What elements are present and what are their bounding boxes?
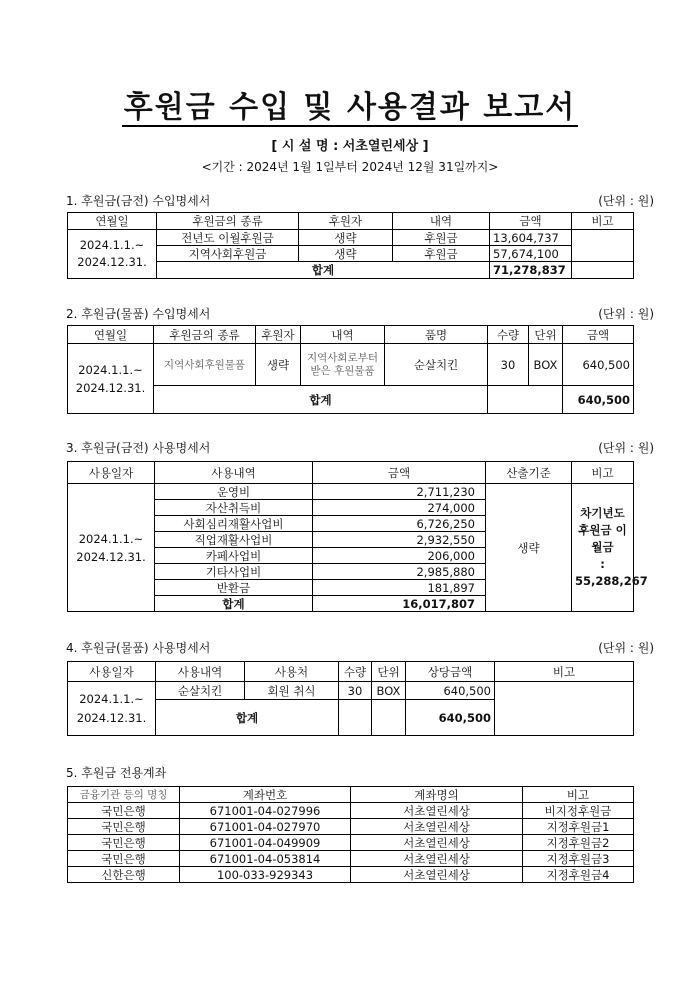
note-cell: 비지정후원금 [523,803,634,819]
report-period: <기간 : 2024년 1월 1일부터 2024년 12월 31일까지> [201,160,499,174]
table-cell: 2,932,550 [313,532,486,548]
table-header: 금액 [490,213,572,230]
table-cell: 2,711,230 [313,484,486,500]
note-line: 후원금 이월금 [578,523,627,554]
table-header: 금액 [563,326,634,344]
note-cell [572,262,634,279]
empty-cell [488,386,563,414]
table-cell: 30 [488,344,529,386]
table-header: 수량 [339,662,372,682]
table-cell: 반환금 [155,580,313,596]
account-cell: 100-033-929343 [180,867,351,883]
table-cell: 자산취득비 [155,500,313,516]
table-header: 사용내역 [156,662,245,682]
holder-cell: 서초열린세상 [351,835,523,851]
table-header: 품명 [385,326,488,344]
table-header: 비고 [495,662,634,682]
empty-cell [372,700,406,736]
detail-line: 받은 후원물품 [310,364,375,377]
holder-cell: 서초열린세상 [351,819,523,835]
date-cell [68,344,154,414]
note-line: : 55,288,267 [575,557,648,588]
table-header: 연월일 [68,326,154,344]
date-cell [68,484,155,612]
table-header: 단위 [372,662,406,682]
holder-cell: 서초열린세상 [351,851,523,867]
facility-name: [ 시 설 명 : 서초열린세상 ] [271,139,429,154]
table-cell: 기타사업비 [155,564,313,580]
table-cell: 6,726,250 [313,516,486,532]
table-cell: 후원금 [393,246,490,262]
table-cell: 2,985,880 [313,564,486,580]
empty-cell [339,700,372,736]
table-row [68,851,634,867]
table-cell: BOX [372,682,406,700]
date-end: 2024.12.31. [75,380,146,395]
table-header: 금액 [313,462,486,484]
table-row [68,819,634,835]
note-cell [495,682,634,736]
note-cell: 지정후원금4 [523,867,634,883]
bank-cell: 국민은행 [68,803,180,819]
table-cell: 전년도 이월후원금 [157,230,299,246]
section2-heading: 2. 후원금(물품) 수입명세서 [66,307,211,321]
table-header: 사용처 [245,662,339,682]
table-cell [301,344,385,386]
bank-cell: 신한은행 [68,867,180,883]
table-header: 내역 [301,326,385,344]
table-header: 비고 [572,462,634,484]
table-row [68,867,634,883]
goods-usage-table [67,661,634,736]
holder-cell: 서초열린세상 [351,867,523,883]
total-amount: 640,500 [406,700,495,736]
table-cell: 생략 [256,344,301,386]
total-label: 합계 [154,386,488,414]
date-start: 2024.1.1.~ [78,362,143,377]
section4-unit: (단위 : 원) [598,641,654,655]
table-cell: 57,674,100 [490,246,572,262]
table-cell: 카페사업비 [155,548,313,564]
table-cell: BOX [529,344,563,386]
table-row [68,835,634,851]
note-cell: 지정후원금3 [523,851,634,867]
total-label: 합계 [156,700,339,736]
total-amount: 71,278,837 [490,262,572,279]
section3-unit: (단위 : 원) [598,441,654,455]
table-cell: 후원금 [393,230,490,246]
table-header: 후원금의 종류 [157,213,299,230]
detail-line: 지역사회로부터 [306,351,378,364]
account-cell: 671001-04-027970 [180,819,351,835]
cash-income-table [67,212,634,279]
table-cell: 206,000 [313,548,486,564]
table-cell: 운영비 [155,484,313,500]
date-end: 2024.12.31. [76,710,147,725]
table-cell: 사회심리재활사업비 [155,516,313,532]
table-header: 산출기준 [486,462,572,484]
account-cell: 671001-04-027996 [180,803,351,819]
table-header: 사용일자 [68,662,156,682]
goods-income-table [67,325,634,414]
table-header: 후원금의 종류 [154,326,256,344]
date-cell [68,230,157,279]
bank-cell: 국민은행 [68,835,180,851]
date-cell [68,682,156,736]
table-cell: 생략 [299,246,393,262]
total-label: 합계 [157,262,490,279]
table-header: 비고 [523,787,634,803]
table-header: 사용내역 [155,462,313,484]
table-cell: 13,604,737 [490,230,572,246]
total-label: 합계 [155,596,313,612]
note-line: 차기년도 [580,506,625,520]
section1-heading: 1. 후원금(금전) 수입명세서 [66,194,211,208]
table-cell: 회원 취식 [245,682,339,700]
table-cell: 순살치킨 [385,344,488,386]
table-cell: 생략 [299,230,393,246]
account-cell: 671001-04-049909 [180,835,351,851]
section1-unit: (단위 : 원) [598,194,654,208]
date-start: 2024.1.1.~ [79,691,144,706]
table-cell: 640,500 [563,344,634,386]
note-cell: 지정후원금2 [523,835,634,851]
bank-cell: 국민은행 [68,851,180,867]
table-header: 수량 [488,326,529,344]
table-cell: 181,897 [313,580,486,596]
table-header: 상당금액 [406,662,495,682]
section4-heading: 4. 후원금(물품) 사용명세서 [66,641,211,655]
date-end: 2024.12.31. [76,549,146,564]
total-amount: 640,500 [563,386,634,414]
table-cell: 30 [339,682,372,700]
holder-cell: 서초열린세상 [351,803,523,819]
section3-heading: 3. 후원금(금전) 사용명세서 [66,441,211,455]
accounts-table [67,786,634,883]
table-cell: 640,500 [406,682,495,700]
cash-usage-table [67,461,648,612]
table-header: 연월일 [68,213,157,230]
bank-cell: 국민은행 [68,819,180,835]
page-title: 후원금 수입 및 사용결과 보고서 [123,90,577,125]
table-row [68,803,634,819]
account-cell: 671001-04-053814 [180,851,351,867]
section5-heading: 5. 후원금 전용계좌 [66,766,167,780]
table-header: 사용일자 [68,462,155,484]
table-header: 단위 [529,326,563,344]
table-header: 후원자 [256,326,301,344]
table-header: 내역 [393,213,490,230]
date-start: 2024.1.1.~ [79,238,145,252]
date-end: 2024.12.31. [77,255,147,269]
table-header: 금융기관 등의 명칭 [68,787,180,803]
total-amount: 16,017,807 [313,596,486,612]
note-cell: 지정후원금1 [523,819,634,835]
table-header: 후원자 [299,213,393,230]
table-header: 계좌번호 [180,787,351,803]
table-header: 계좌명의 [351,787,523,803]
table-cell: 직업재활사업비 [155,532,313,548]
basis-cell: 생략 [486,484,572,612]
carryover-note [572,484,648,612]
table-cell: 순살치킨 [156,682,245,700]
table-cell: 지역사회후원물품 [154,344,256,386]
table-cell: 지역사회후원금 [157,246,299,262]
table-cell: 274,000 [313,500,486,516]
table-header: 비고 [572,213,634,230]
date-start: 2024.1.1.~ [78,531,144,546]
section2-unit: (단위 : 원) [598,307,654,321]
note-cell [572,230,634,262]
